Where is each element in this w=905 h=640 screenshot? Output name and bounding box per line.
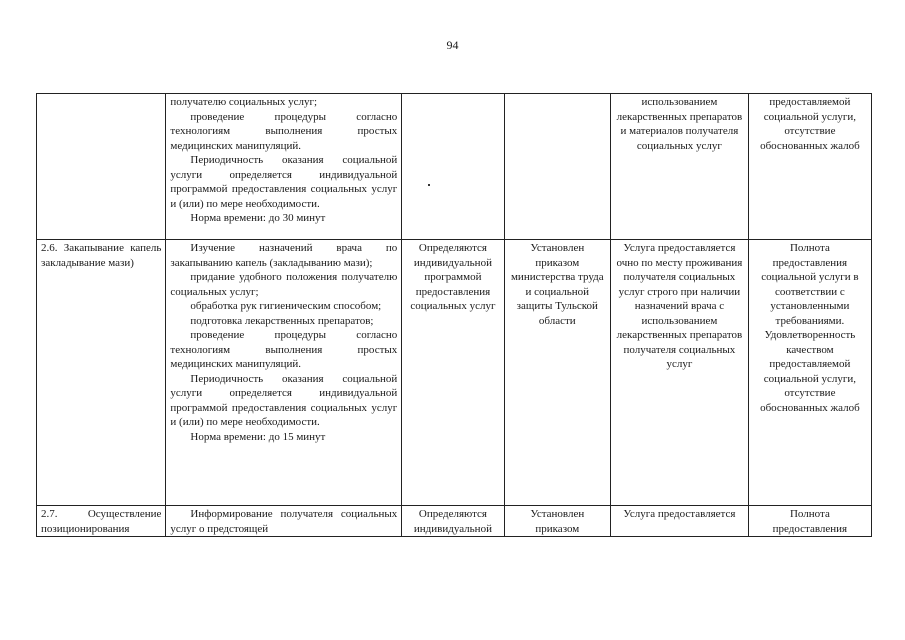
- content-line: Норма времени: до 15 минут: [190, 430, 326, 443]
- volume-cell: Определяются индивидуальной: [402, 506, 504, 537]
- service-content-cell: [166, 240, 402, 506]
- service-content-cell: [166, 506, 402, 537]
- volume-cell: Определяются индивидуальной программой предоставления социальных услуг: [402, 240, 504, 506]
- content-line: Периодичность оказания социальной услуги определяется индивидуальной программой предоставления социальных услуг и (или) по мере необходимости.: [170, 154, 398, 210]
- page-number: 94: [446, 38, 459, 52]
- quality-cell: Полнота предоставления социальной услуги в соответствии с установленными требованиями. Удовлетворенность качеством предоставляемой социальной услуги, отсутствие обоснованных жалоб: [748, 240, 871, 506]
- content-line: подготовка лекарственных препаратов;: [190, 314, 374, 327]
- table-row: [37, 240, 872, 506]
- content-line: Норма времени: до 30 минут: [190, 212, 326, 224]
- service-content-cell: [166, 94, 402, 240]
- content-line: Информирование получателя социальных услуг о предстоящей: [170, 508, 398, 535]
- conditions-cell: Услуга предоставляется очно по месту проживания получателя социальных услуг строго при наличии назначений врача с использованием лекарственных препаратов получателя социальных услуг: [611, 240, 749, 506]
- stray-mark: [428, 184, 430, 186]
- deadline-cell: [504, 94, 610, 240]
- service-title-cell: [37, 240, 166, 506]
- content-line: проведение процедуры согласно технологиям выполнения простых медицинских манипуляций.: [170, 329, 398, 370]
- quality-cell: Полнота предоставления: [748, 506, 871, 537]
- content-line: проведение процедуры согласно технологиям выполнения простых медицинских манипуляций.: [170, 110, 398, 152]
- deadline-cell: Установлен приказом министерства труда и социальной защиты Тульской области: [504, 240, 610, 506]
- content-line: придание удобного положения получателю социальных услуг;: [170, 271, 398, 298]
- content-line: обработка рук гигиеническим способом;: [190, 300, 382, 312]
- content-line: Изучение назначений врача по закапыванию капель (закладыванию мази);: [170, 242, 398, 269]
- volume-cell: [402, 94, 504, 240]
- content-line: получателю социальных услуг;: [170, 96, 318, 108]
- table-row: [37, 506, 872, 537]
- service-title-cell: [37, 506, 166, 537]
- service-title-cell: [37, 94, 166, 240]
- conditions-cell: Услуга предоставляется: [611, 506, 749, 537]
- services-table: [36, 93, 872, 537]
- service-number: 2.6.: [41, 242, 58, 254]
- service-title: Закапывание капель закладывание мази): [41, 242, 162, 269]
- conditions-cell: использованием лекарственных препаратов и материалов получателя социальных услуг: [611, 94, 749, 240]
- table-row: [37, 94, 872, 240]
- content-line: Периодичность оказания социальной услуги определяется индивидуальной программой предоставления социальных услуг и (или) по мере необходимости.: [170, 372, 398, 428]
- service-title: Осуществление позиционирования: [41, 508, 162, 535]
- quality-cell: предоставляемой социальной услуги, отсутствие обоснованных жалоб: [748, 94, 871, 240]
- service-number: 2.7.: [41, 508, 58, 520]
- deadline-cell: Установлен приказом: [504, 506, 610, 537]
